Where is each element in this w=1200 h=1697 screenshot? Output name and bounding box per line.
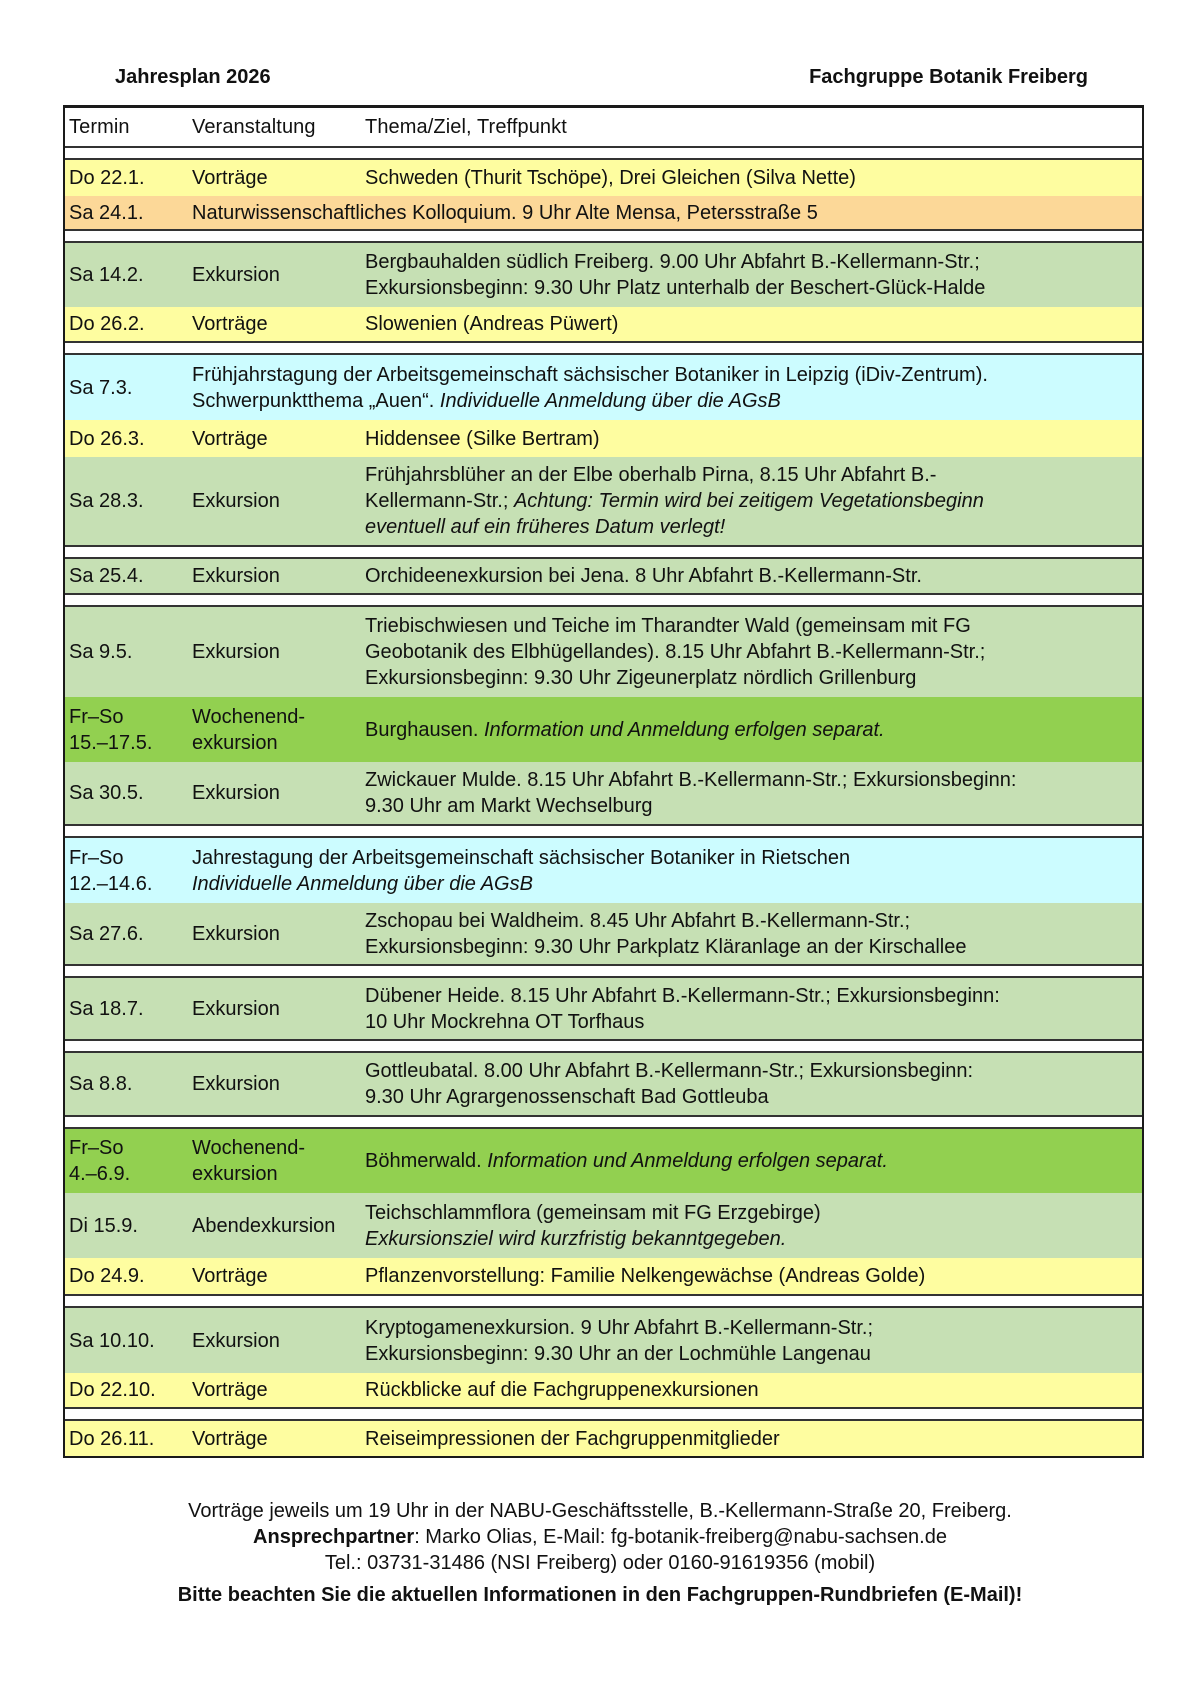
event-topic-line: Exkursionsbeginn: 9.30 Uhr an der Lochmühle Langenau (365, 1342, 871, 1365)
event-date-days: Fr–So (69, 846, 124, 869)
event-topic-line (192, 388, 1136, 414)
event-topic: Rückblicke auf die Fachgruppenexkursionen (365, 1379, 759, 1401)
event-type: Vorträge (192, 427, 268, 450)
event-type: Exkursion (192, 490, 280, 512)
event-date: Do 26.11. (69, 1427, 155, 1450)
event-topic-line: Teichschlammflora (gemeinsam mit FG Erzgebirge) (365, 1201, 821, 1224)
table-row (65, 1421, 1142, 1456)
event-topic-line: Zwickauer Mulde. 8.15 Uhr Abfahrt B.-Kellermann-Str.; Exkursionsbeginn: (365, 769, 1017, 791)
event-topic (188, 362, 1142, 414)
table-row (65, 838, 1142, 903)
month-separator (65, 1041, 1142, 1053)
table-row (65, 1373, 1142, 1409)
event-date: Do 24.9. (69, 1265, 145, 1287)
event-topic-text: Kellermann-Str.; (365, 490, 514, 512)
event-date: Sa 7.3. (69, 376, 133, 399)
event-date: Sa 28.3. (69, 490, 144, 512)
event-topic-note: Information und Anmeldung erfolgen separat. (487, 1150, 888, 1172)
event-topic-line: Zschopau bei Waldheim. 8.45 Uhr Abfahrt B.-Kellermann-Str.; (365, 909, 911, 932)
footer-notice: Bitte beachten Sie die aktuellen Informationen in den Fachgruppen-Rundbriefen (E-Mail)! (177, 1584, 1023, 1606)
event-topic (361, 767, 1142, 819)
month-separator (65, 148, 1142, 160)
event-type: Exkursion (192, 922, 280, 945)
event-date-days: Fr–So (69, 705, 124, 728)
month-separator (65, 966, 1142, 978)
event-topic-note: Individuelle Anmeldung über die AGsB (192, 872, 533, 895)
event-topic (361, 983, 1142, 1035)
table-row (65, 307, 1142, 343)
event-date: Do 22.10. (69, 1379, 156, 1401)
event-date: Sa 10.10. (69, 1329, 155, 1352)
month-separator (65, 826, 1142, 838)
event-topic-line: Dübener Heide. 8.15 Uhr Abfahrt B.-Kellermann-Str.; Exkursionsbeginn: (365, 984, 1000, 1007)
event-topic: Slowenien (Andreas Püwert) (365, 313, 619, 335)
event-type: Exkursion (192, 1329, 280, 1352)
event-topic-note: Information und Anmeldung erfolgen separat. (483, 718, 885, 741)
table-row (65, 607, 1142, 697)
month-separator (65, 1296, 1142, 1308)
event-type: Vorträge (192, 313, 268, 335)
table-row (65, 457, 1142, 547)
event-topic (361, 249, 1142, 301)
event-type: Vorträge (192, 1265, 268, 1287)
event-date: Sa 8.8. (69, 1073, 133, 1095)
event-type-line: Wochenend- (192, 705, 306, 728)
event-topic (361, 908, 1142, 960)
event-topic-line (365, 488, 1136, 514)
contact-details: : Marko Olias, E-Mail: fg-botanik-freiberg@nabu-sachsen.de (414, 1526, 947, 1548)
event-topic-line: Exkursionsbeginn: 9.30 Uhr Platz unterhalb der Beschert-Glück-Halde (365, 277, 986, 299)
event-topic-note: Achtung: Termin wird bei zeitigem Vegetationsbeginn (513, 490, 984, 512)
footer-phone: Tel.: 03731-31486 (NSI Freiberg) oder 0160-91619356 (mobil) (324, 1552, 876, 1574)
event-type-line: exkursion (192, 1163, 278, 1185)
event-date: Do 26.3. (69, 427, 145, 450)
event-topic: Naturwissenschaftliches Kolloquium. 9 Uhr Alte Mensa, Petersstraße 5 (192, 201, 818, 224)
column-header-termin: Termin (69, 116, 130, 138)
event-topic-line: Jahrestagung der Arbeitsgemeinschaft sächsischer Botaniker in Rietschen (192, 846, 851, 869)
event-topic-text: Böhmerwald. (365, 1150, 488, 1172)
event-topic (361, 1148, 1142, 1174)
event-topic (361, 613, 1142, 691)
event-topic-line: Kryptogamenexkursion. 9 Uhr Abfahrt B.-Kellermann-Str.; (365, 1316, 874, 1339)
event-topic (361, 717, 1142, 743)
table-row (65, 1053, 1142, 1117)
event-topic-line: Frühjahrstagung der Arbeitsgemeinschaft sächsischer Botaniker in Leipzig (iDiv-Zentrum). (192, 363, 988, 386)
event-topic (361, 1200, 1142, 1252)
event-topic (188, 845, 1142, 897)
event-type: Exkursion (192, 782, 280, 804)
event-topic (361, 1058, 1142, 1110)
table-row (65, 355, 1142, 420)
event-date: Sa 18.7. (69, 997, 144, 1020)
event-topic-line: Frühjahrsblüher an der Elbe oberhalb Pirna, 8.15 Uhr Abfahrt B.- (365, 464, 937, 486)
event-type: Vorträge (192, 167, 268, 189)
event-date (65, 704, 188, 756)
event-topic-note: Individuelle Anmeldung über die AGsB (439, 389, 781, 412)
event-date-days: Fr–So (69, 1137, 124, 1159)
event-date: Sa 24.1. (69, 201, 144, 224)
table-row (65, 559, 1142, 595)
event-topic-note: Exkursionsziel wird kurzfristig bekanntgegeben. (365, 1227, 787, 1250)
event-date-range: 12.–14.6. (69, 872, 153, 895)
footer-contact (0, 1524, 1200, 1550)
event-topic-line: Triebischwiesen und Teiche im Tharandter Wald (gemeinsam mit FG (365, 615, 971, 637)
event-topic-line: Bergbauhalden südlich Freiberg. 9.00 Uhr Abfahrt B.-Kellermann-Str.; (365, 251, 980, 273)
event-topic-line: 10 Uhr Mockrehna OT Torfhaus (365, 1010, 645, 1033)
event-date: Sa 30.5. (69, 782, 144, 804)
event-topic: Orchideenexkursion bei Jena. 8 Uhr Abfahrt B.-Kellermann-Str. (365, 565, 922, 587)
month-separator (65, 1117, 1142, 1129)
event-topic: Hiddensee (Silke Bertram) (365, 427, 600, 450)
column-header-thema: Thema/Ziel, Treffpunkt (365, 116, 567, 138)
event-type-line: Wochenend- (192, 1137, 306, 1159)
event-type: Abendexkursion (192, 1214, 336, 1237)
table-row (65, 1129, 1142, 1193)
table-row (65, 160, 1142, 196)
event-type-line: exkursion (192, 731, 278, 754)
event-topic-line: Gottleubatal. 8.00 Uhr Abfahrt B.-Kellermann-Str.; Exkursionsbeginn: (365, 1060, 974, 1082)
event-date: Sa 9.5. (69, 641, 133, 663)
event-type: Exkursion (192, 264, 280, 286)
event-topic-line: Exkursionsbeginn: 9.30 Uhr Parkplatz Kläranlage an der Kirschallee (365, 935, 967, 958)
event-topic-text: Burghausen. (365, 718, 484, 741)
event-topic: Reiseimpressionen der Fachgruppenmitglieder (365, 1427, 780, 1450)
organization-name: Fachgruppe Botanik Freiberg (809, 66, 1088, 88)
month-separator (65, 231, 1142, 243)
table-row (65, 1193, 1142, 1258)
event-type: Vorträge (192, 1379, 268, 1401)
event-date: Sa 27.6. (69, 922, 144, 945)
event-type: Exkursion (192, 1073, 280, 1095)
schedule-table (63, 105, 1144, 1458)
table-row (65, 1258, 1142, 1296)
event-date: Do 22.1. (69, 167, 145, 189)
table-row (65, 978, 1142, 1041)
event-topic (361, 462, 1142, 540)
event-topic-line: Exkursionsbeginn: 9.30 Uhr Zigeunerplatz nördlich Grillenburg (365, 667, 917, 689)
table-header (65, 108, 1142, 148)
event-date: Do 26.2. (69, 313, 145, 335)
column-header-veranstaltung: Veranstaltung (192, 116, 316, 138)
event-type (188, 704, 361, 756)
table-row (65, 1308, 1142, 1373)
table-row (65, 243, 1142, 307)
event-type: Exkursion (192, 997, 280, 1020)
event-date (65, 1135, 188, 1187)
footer (0, 1498, 1200, 1608)
month-separator (65, 595, 1142, 607)
month-separator (65, 547, 1142, 559)
event-date-range: 4.–6.9. (69, 1163, 131, 1185)
table-row (65, 697, 1142, 762)
event-date: Di 15.9. (69, 1214, 138, 1237)
footer-lecture-info: Vorträge jeweils um 19 Uhr in der NABU-Geschäftsstelle, B.-Kellermann-Straße 20, Freiberg. (188, 1500, 1012, 1522)
event-topic: Pflanzenvorstellung: Familie Nelkengewächse (Andreas Golde) (365, 1265, 926, 1287)
event-topic-text: Schwerpunktthema „Auen“. (192, 389, 440, 412)
table-row (65, 762, 1142, 826)
table-row (65, 420, 1142, 457)
event-topic-line: Geobotanik des Elbhügellandes). 8.15 Uhr Abfahrt B.-Kellermann-Str.; (365, 641, 986, 663)
event-type (188, 1135, 361, 1187)
page-title: Jahresplan 2026 (115, 66, 271, 88)
event-date-range: 15.–17.5. (69, 731, 153, 754)
event-topic (361, 1315, 1142, 1367)
table-row (65, 196, 1142, 231)
month-separator (65, 1409, 1142, 1421)
event-type: Vorträge (192, 1427, 268, 1450)
table-row (65, 903, 1142, 966)
contact-label: Ansprechpartner (253, 1526, 415, 1548)
event-date: Sa 25.4. (69, 565, 144, 587)
event-topic-note: eventuell auf ein früheres Datum verlegt! (365, 516, 726, 538)
event-date (65, 845, 188, 897)
event-topic-line: 9.30 Uhr am Markt Wechselburg (365, 795, 653, 817)
month-separator (65, 343, 1142, 355)
event-date: Sa 14.2. (69, 264, 144, 286)
event-topic-line: 9.30 Uhr Agrargenossenschaft Bad Gottleuba (365, 1086, 769, 1108)
event-type: Exkursion (192, 565, 280, 587)
event-topic: Schweden (Thurit Tschöpe), Drei Gleichen (Silva Nette) (365, 167, 856, 189)
event-type: Exkursion (192, 641, 280, 663)
